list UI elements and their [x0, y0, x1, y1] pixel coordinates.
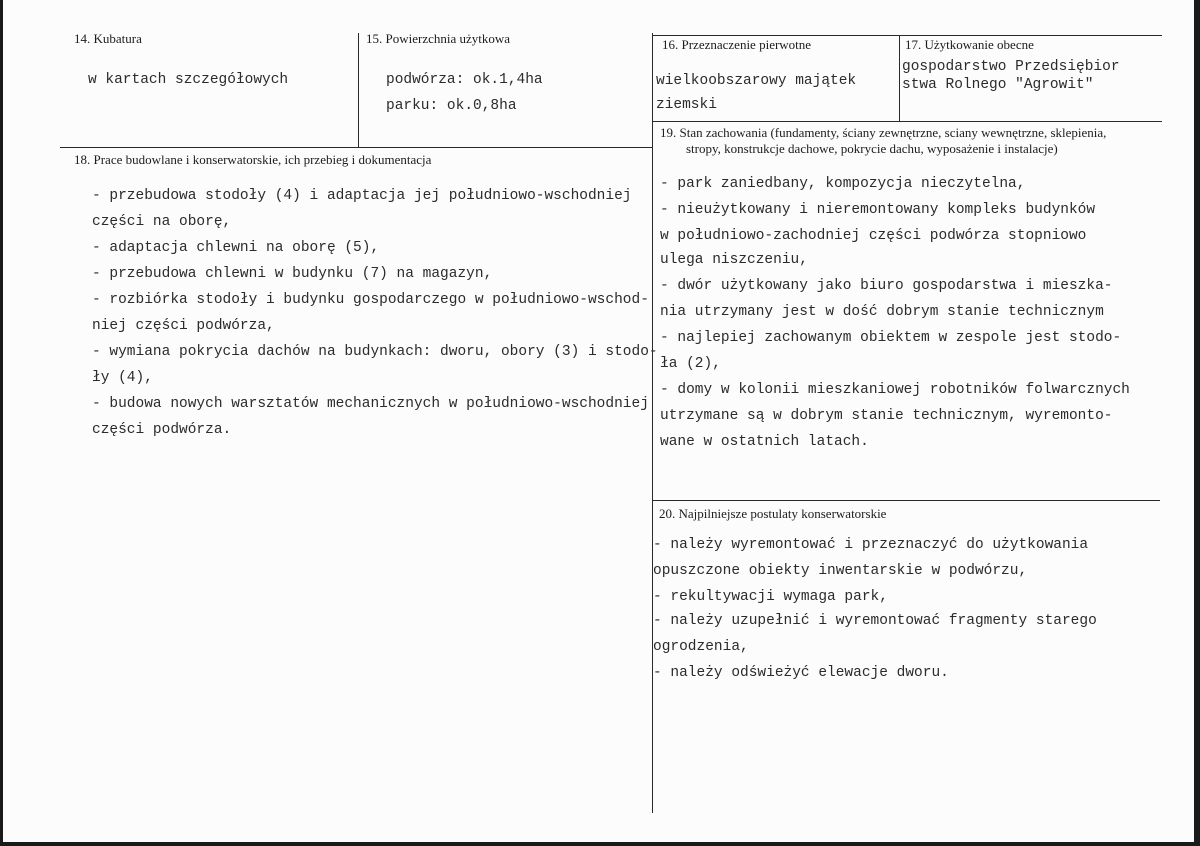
- text-line: ulega niszczeniu,: [660, 252, 808, 268]
- text-line: - należy odświeżyć elewacje dworu.: [653, 665, 949, 681]
- page-left-edge: [0, 0, 3, 846]
- text-line: gospodarstwo Przedsiębior: [902, 59, 1120, 75]
- text-line: ogrodzenia,: [653, 639, 749, 655]
- text-line: ły (4),: [92, 370, 153, 386]
- text-line: niej części podwórza,: [92, 318, 275, 334]
- field-14-value: w kartach szczegółowych: [88, 72, 289, 88]
- text-line: ziemski: [656, 97, 717, 113]
- divider-top-right: [652, 35, 1162, 36]
- text-line: wielkoobszarowy majątek: [656, 73, 857, 89]
- text-line: parku: ok.0,8ha: [386, 98, 517, 114]
- field-14-label: 14. Kubatura: [74, 31, 142, 46]
- text-line: ła (2),: [660, 356, 721, 372]
- divider-horizontal-16-19: [652, 121, 1162, 122]
- field-20-label: 20. Najpilniejsze postulaty konserwatorskie: [659, 506, 887, 521]
- field-19-label-continued: stropy, konstrukcje dachowe, pokrycie dachu, wyposażenie i instalacje): [686, 141, 1058, 156]
- divider-vertical-main: [652, 33, 653, 813]
- field-18-label: 18. Prace budowlane i konserwatorskie, ich przebieg i dokumentacja: [74, 152, 432, 167]
- text-line: stwa Rolnego "Agrowit": [902, 77, 1094, 93]
- text-line: podwórza: ok.1,4ha: [386, 72, 543, 88]
- field-17-label: 17. Użytkowanie obecne: [905, 37, 1034, 52]
- field-15-label: 15. Powierzchnia użytkowa: [366, 31, 511, 46]
- text-line: - przebudowa chlewni w budynku (7) na magazyn,: [92, 266, 493, 282]
- text-line: - rekultywacji wymaga park,: [653, 589, 888, 605]
- text-line: - nieużytkowany i nieremontowany kompleks budynków: [660, 202, 1096, 218]
- text-line: części podwórza.: [92, 422, 232, 438]
- text-line: opuszczone obiekty inwentarskie w podwórzu,: [653, 563, 1028, 579]
- field-16-label: 16. Przeznaczenie pierwotne: [662, 37, 812, 52]
- text-line: - należy wyremontować i przeznaczyć do użytkowania: [653, 537, 1089, 553]
- text-line: - park zaniedbany, kompozycja nieczytelna,: [660, 176, 1026, 192]
- field-19-label: 19. Stan zachowania (fundamenty, ściany zewnętrzne, sciany wewnętrzne, sklepienia,: [660, 125, 1107, 140]
- divider-horizontal-19-20: [652, 500, 1160, 501]
- text-line: - przebudowa stodoły (4) i adaptacja jej południowo-wschodniej: [92, 188, 632, 204]
- divider-vertical-14-15: [358, 33, 359, 147]
- text-line: utrzymane są w dobrym stanie technicznym, wyremonto-: [660, 408, 1113, 424]
- text-line: - najlepiej zachowanym obiektem w zespole jest stodo-: [660, 330, 1122, 346]
- text-line: części na oborę,: [92, 214, 232, 230]
- text-line: - wymiana pokrycia dachów na budynkach: dworu, obory (3) i stodo-: [92, 344, 658, 360]
- text-line: - rozbiórka stodoły i budynku gospodarczego w południowo-wschod-: [92, 292, 649, 308]
- text-line: wane w ostatnich latach.: [660, 434, 869, 450]
- divider-vertical-16-17: [899, 35, 900, 121]
- text-line: - należy uzupełnić i wyremontować fragmenty starego: [653, 613, 1097, 629]
- divider-horizontal-left: [60, 147, 652, 148]
- text-line: w południowo-zachodniej części podwórza stopniowo: [660, 228, 1087, 244]
- text-line: - domy w kolonii mieszkaniowej robotników folwarcznych: [660, 382, 1130, 398]
- page-right-edge: [1194, 0, 1200, 846]
- text-line: - budowa nowych warsztatów mechanicznych w południowo-wschodniej: [92, 396, 649, 412]
- text-line: nia utrzymany jest w dość dobrym stanie technicznym: [660, 304, 1104, 320]
- text-line: - adaptacja chlewni na oborę (5),: [92, 240, 380, 256]
- text-line: - dwór użytkowany jako biuro gospodarstwa i mieszka-: [660, 278, 1113, 294]
- page-bottom-edge: [0, 842, 1200, 846]
